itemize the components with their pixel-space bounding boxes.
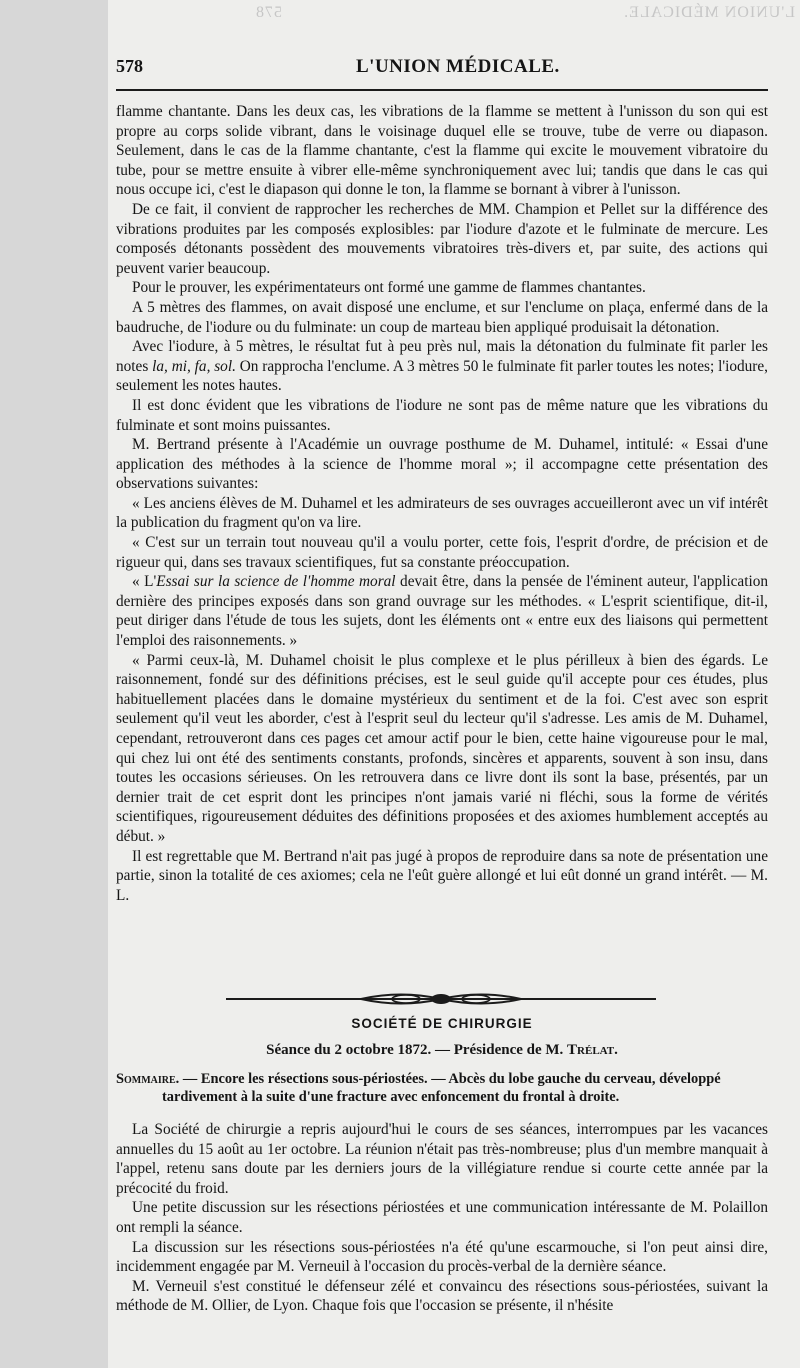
header-rule bbox=[116, 89, 768, 91]
summary-line-1: — Encore les résections sous-périostées. — Abcès du lobe gauche du cerveau, développé bbox=[182, 1071, 721, 1087]
paragraph-escarmouche: La discussion sur les résections sous-périostées n'a été qu'une escarmouche, si l'on peut ainsi dire, incidemment engagée par M. Verneuil à l'occasion du procès-verbal de la dernière séance. bbox=[116, 1238, 768, 1276]
paragraph-iodure bbox=[116, 337, 768, 396]
paragraph-vibrations: Il est donc évident que les vibrations de l'iodure ne sont pas de même nature que les vibrations du fulminate et sont moins puissantes. bbox=[116, 396, 768, 434]
paragraph-parmi: « Parmi ceux-là, M. Duhamel choisit le plus complexe et le plus périlleux à bien des égards. Le raisonnement, fondé sur des définitions précises, est le seul guide qu'il accepte pour ces études, plus habituellement placées dans le domaine mystérieux du sentiment et de la foi. C'est avec son esprit seulement qu'il veut les aborder, c'est à l'esprit seul du lecteur qu'il s'adresse. Les amis de M. Duhamel, cependant, retrouveront dans ces pages cet amour actif pour le bien, cette haine vigoureuse pour le mal, qui chez lui ont été des sentiments constants, profonds, sincères et apparents, souvent à son insu, dans toutes les occasions sérieuses. On les retrouvera dans ce livre dont ils sont la base, présentés, par un dernier trait de cet esprit dont les principes n'ont jamais varié ni fléchi, sous la forme de vérités scientifiques, rigoureusement déduites des définitions proposées et des axiomes humblement acceptés au début. » bbox=[116, 651, 768, 845]
bleed-through-text bbox=[255, 4, 795, 34]
president-name: Trélat bbox=[567, 1042, 615, 1058]
ornamental-divider bbox=[226, 992, 656, 1006]
paragraph-enclume: A 5 mètres des flammes, on avait disposé une enclume, et sur l'enclume on plaça, enfermé dans de la baudruche, de l'iodure ou du fulminate: un coup de marteau bien appliqué produisait la détonation. bbox=[116, 298, 768, 336]
section-body bbox=[116, 1120, 768, 1316]
paragraph-gamme: Pour le prouver, les expérimentateurs ont formé une gamme de flammes chantantes. bbox=[132, 279, 646, 297]
summary bbox=[116, 1070, 768, 1106]
summary-label: Sommaire. bbox=[116, 1071, 180, 1087]
essai-title: Essai sur la science de l'homme moral bbox=[156, 573, 396, 591]
iodure-notes: la, mi, fa, sol. bbox=[152, 357, 236, 375]
page-header bbox=[116, 56, 768, 86]
paragraph-terrain-nouveau: « C'est sur un terrain tout nouveau qu'il a voulu porter, cette fois, l'esprit d'ordre, de précision et de rigueur qui, dans ses travaux scientifiques, fut sa constante préoccupation. bbox=[116, 534, 768, 571]
article-body bbox=[116, 102, 768, 905]
section-title: SOCIÉTÉ DE CHIRURGIE bbox=[351, 1016, 533, 1031]
summary-line-2: tardivement à la suite d'une fracture avec enfoncement du frontal à droite. bbox=[162, 1089, 620, 1105]
paragraph-flamme: flamme chantante. Dans les deux cas, les vibrations de la flamme se mettent à l'unisson du son qui est propre au corps solide vibrant, dans le voisinage duquel elle se trouve, tube de verre ou diapason. Seulement, dans le cas de la flamme chantante, c'est la flamme qui excite le mouvement vibratoire du tube, pour se mettre ensuite à vibrer elle-même synchroniquement avec lui; tandis que dans le cas qui nous occupe ici, c'est le diapason qui donne le ton, la flamme se bornant à vibrer à l'unisson. bbox=[116, 103, 768, 199]
essai-rest: devait être, dans la pensée de l'éminent auteur, l'application dernière des principes exposés dans son grand ouvrage sur les méthodes. « L'esprit scientifique, dit-il, peut diriger dans l'étude de tous les sujets, dont les éléments ont « entre eux des liaisons qui permettent l'emploi des raisonnements. » bbox=[116, 573, 768, 650]
paragraph-discussion: Une petite discussion sur les résections périostées et une communication intéressante de M. Polaillon ont rempli la séance. bbox=[116, 1199, 768, 1236]
paragraph-essai bbox=[116, 572, 768, 650]
paragraph-champion: De ce fait, il convient de rapprocher les recherches de MM. Champion et Pellet sur la différence des vibrations produites par les composés explosibles: par l'iodure d'azote et le fulminate de mercure. Les composés détonants possèdent des mouvements vibratoires très-divers et, par suite, des actions qui peuvent varier beaucoup. bbox=[116, 200, 768, 277]
bleed-through-number: 578 bbox=[255, 4, 282, 21]
session-line: Séance du 2 octobre 1872. — Présidence de M. Trélat. bbox=[266, 1042, 618, 1058]
paragraph-bertrand: M. Bertrand présente à l'Académie un ouvrage posthume de M. Duhamel, intitulé: « Essai d'une application des méthodes à la science de l'homme moral »; il accompagne cette présentation des observations suivantes: bbox=[116, 436, 768, 493]
iodure-text-a: Avec l'iodure, à 5 mètres, le résultat fut à peu près nul, mais la détonation du fulminate fit parler les notes bbox=[116, 338, 768, 375]
iodure-text-b: On rapprocha l'enclume. A 3 mètres 50 le fulminate fit parler toutes les notes; l'iodure, seulement les notes hautes. bbox=[116, 357, 769, 395]
essai-open: « L' bbox=[132, 573, 157, 591]
page-number: 578 bbox=[116, 56, 143, 76]
paragraph-anciens-eleves: « Les anciens élèves de M. Duhamel et les admirateurs de ses ouvrages accueilleront avec un vif intérêt la publication du fragment qu'on va lire. bbox=[116, 494, 768, 532]
session-prefix: Séance du 2 octobre 1872. — Présidence de M. bbox=[266, 1042, 568, 1058]
bleed-through-title: L'UNION MÉDICALE. bbox=[623, 4, 795, 21]
paragraph-regrettable: Il est regrettable que M. Bertrand n'ait pas jugé à propos de reproduire dans sa note de présentation une partie, sinon la totalité de ces axiomes; cela ne l'eût guère allongé et lui eût donné un grand intérêt. — M. L. bbox=[116, 847, 768, 904]
paragraph-verneuil: M. Verneuil s'est constitué le défenseur zélé et convaincu des résections sous-périostées, suivant la méthode de M. Ollier, de Lyon. Chaque fois que l'occasion se présente, il n'hésite bbox=[116, 1277, 768, 1315]
journal-title: L'UNION MÉDICALE. bbox=[356, 56, 560, 77]
paragraph-reprise: La Société de chirurgie a repris aujourd'hui le cours de ses séances, interrompues par les vacances annuelles du 15 août au 1er octobre. La réunion n'était pas très-nombreuse; plus d'un membre manquait à l'appel, retenu sans doute par les derniers jours de la villégiature rendue si courte cette année par la précocité du froid. bbox=[116, 1121, 768, 1197]
